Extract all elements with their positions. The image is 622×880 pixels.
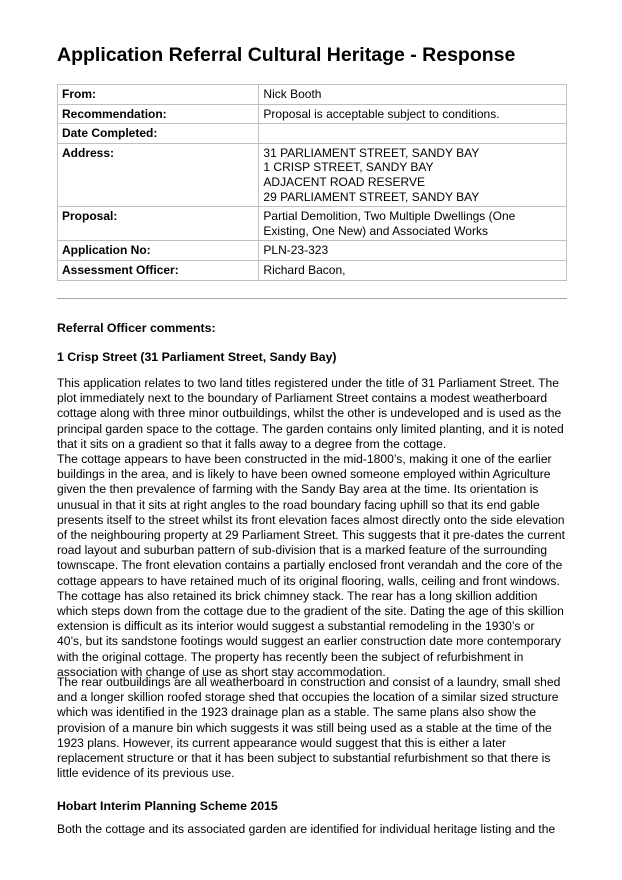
- text-line: cottage appears to have retained much of its original flooring, walls, ceiling and front windows.: [57, 573, 560, 588]
- paragraph-outbuildings: [57, 675, 567, 781]
- field-label: Date Completed:: [58, 124, 259, 144]
- text-line: of the neighbouring property at 29 Parliament Street. This suggests that it pre-dates the current: [57, 528, 566, 543]
- table-row: [58, 260, 567, 280]
- field-value: [259, 241, 567, 261]
- text-line: with the original cottage. The property has recently been the subject of refurbishment in: [57, 649, 524, 664]
- field-label: Address:: [58, 143, 259, 206]
- field-value-line: 29 PARLIAMENT STREET, SANDY BAY: [263, 189, 480, 204]
- text-line: given the then prevalence of farming with the Sandy Bay area at the time. Its orientation is: [57, 482, 539, 497]
- text-line: The cottage appears to have been constructed in the mid-1800’s, making it one of the earlier: [57, 452, 552, 467]
- field-value: [259, 85, 567, 105]
- text-line: cottage along with three minor outbuildings, whilst the other is undeveloped and is used as the: [57, 406, 562, 421]
- text-line: principal garden space to the cottage. The garden contains only limited planting, and it is noted: [57, 421, 564, 436]
- field-label: From:: [58, 85, 259, 105]
- field-value-line: [263, 126, 562, 141]
- field-value-line: 1 CRISP STREET, SANDY BAY: [263, 160, 434, 175]
- table-row: [58, 124, 567, 144]
- field-value-line: ADJACENT ROAD RESERVE: [263, 174, 426, 189]
- text-line: townscape. The front elevation contains a partially enclosed front verandah and the core of the: [57, 558, 563, 573]
- text-line: plot immediately next to the boundary of Parliament Street contains a modest weatherboard: [57, 391, 548, 406]
- paragraph-history: [57, 376, 567, 680]
- field-value: [259, 104, 567, 124]
- field-value-line: Existing, One New) and Associated Works: [263, 223, 488, 238]
- field-value: [259, 207, 567, 241]
- field-label: Proposal:: [58, 207, 259, 241]
- text-line: presents itself to the street whilst its front elevation faces almost directly onto the side elevation: [57, 512, 565, 527]
- field-value-line: Richard Bacon,: [263, 262, 346, 277]
- text-line: replacement structure or that it has been subject to substantial refurbishment so that there is: [57, 751, 551, 766]
- section-divider: [57, 298, 567, 299]
- text-line: The rear outbuildings are all weatherboard in construction and consist of a laundry, small shed: [57, 675, 561, 689]
- text-line: which was identified in the 1923 drainage plan as a stable. The same plans also show the: [57, 705, 537, 720]
- referral-comments-heading: Referral Officer comments:: [57, 321, 216, 335]
- text-line: Both the cottage and its associated garden are identified for individual heritage listing and the: [57, 822, 556, 836]
- text-line: little evidence of its previous use.: [57, 766, 235, 781]
- text-line: and a longer skillion roofed storage shed that occupies the location of a similar sized structure: [57, 690, 559, 705]
- text-line: road layout and suburban pattern of sub-division that is a marked feature of the surrounding: [57, 543, 548, 558]
- field-label: Application No:: [58, 241, 259, 261]
- field-value: [259, 260, 567, 280]
- field-value-line: 31 PARLIAMENT STREET, SANDY BAY: [263, 145, 480, 160]
- field-label: Recommendation:: [58, 104, 259, 124]
- text-line: provision of a manure bin which suggests it was still being used as a stable at the time of the: [57, 720, 552, 735]
- field-value-line: Partial Demolition, Two Multiple Dwellings (One: [263, 209, 516, 224]
- text-line: 40’s, but its sandstone footings would suggest an earlier construction date more contemporary: [57, 634, 561, 649]
- section-heading: 1 Crisp Street (31 Parliament Street, Sandy Bay): [57, 350, 337, 364]
- paragraph-planning-scheme: [57, 822, 567, 837]
- field-value-line: Nick Booth: [263, 87, 322, 101]
- referral-details-table: [57, 84, 567, 281]
- page-title: Application Referral Cultural Heritage - Response: [57, 44, 516, 66]
- text-line: association with change of use as short stay accommodation.: [57, 664, 386, 679]
- text-line: extension is difficult as its interior would suggest a substantial remodeling in the 1930’s or: [57, 619, 535, 634]
- text-line: that it sits on a gradient so that it falls away to a degree from the cottage.: [57, 436, 447, 451]
- table-row: [58, 85, 567, 105]
- field-value-line: Proposal is acceptable subject to conditions.: [263, 106, 500, 121]
- table-row: [58, 143, 567, 206]
- text-line: The cottage has also retained its brick chimney stack. The rear has a long skillion addition: [57, 588, 538, 603]
- text-line: 1923 plans. However, its current appearance would suggest that this is either a later: [57, 735, 507, 750]
- field-value: [259, 143, 567, 206]
- text-line: This application relates to two land titles registered under the title of 31 Parliament Street. The: [57, 376, 559, 390]
- field-value-line: PLN-23-323: [263, 243, 329, 258]
- planning-scheme-heading: Hobart Interim Planning Scheme 2015: [57, 799, 278, 813]
- table-row: [58, 241, 567, 261]
- table-row: [58, 207, 567, 241]
- table-row: [58, 104, 567, 124]
- text-line: which steps down from the cottage due to the gradient of the site. Dating the age of this skillion: [57, 604, 564, 619]
- text-line: buildings in the area, and is likely to have been owned someone employed within Agriculture: [57, 467, 551, 482]
- field-label: Assessment Officer:: [58, 260, 259, 280]
- text-line: unusual in that it sits at right angles to the road boundary facing uphill so that its end gable: [57, 497, 540, 512]
- field-value: [259, 124, 567, 144]
